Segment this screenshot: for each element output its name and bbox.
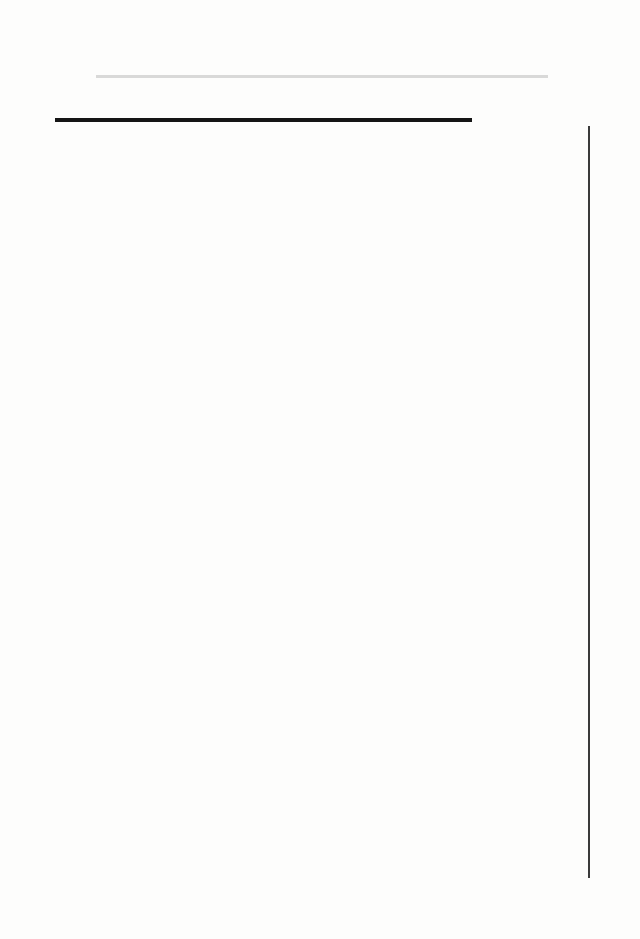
page-edge-rule: [588, 126, 590, 878]
scan-artifact-line: [96, 75, 548, 78]
nine-star-table: [55, 118, 472, 122]
